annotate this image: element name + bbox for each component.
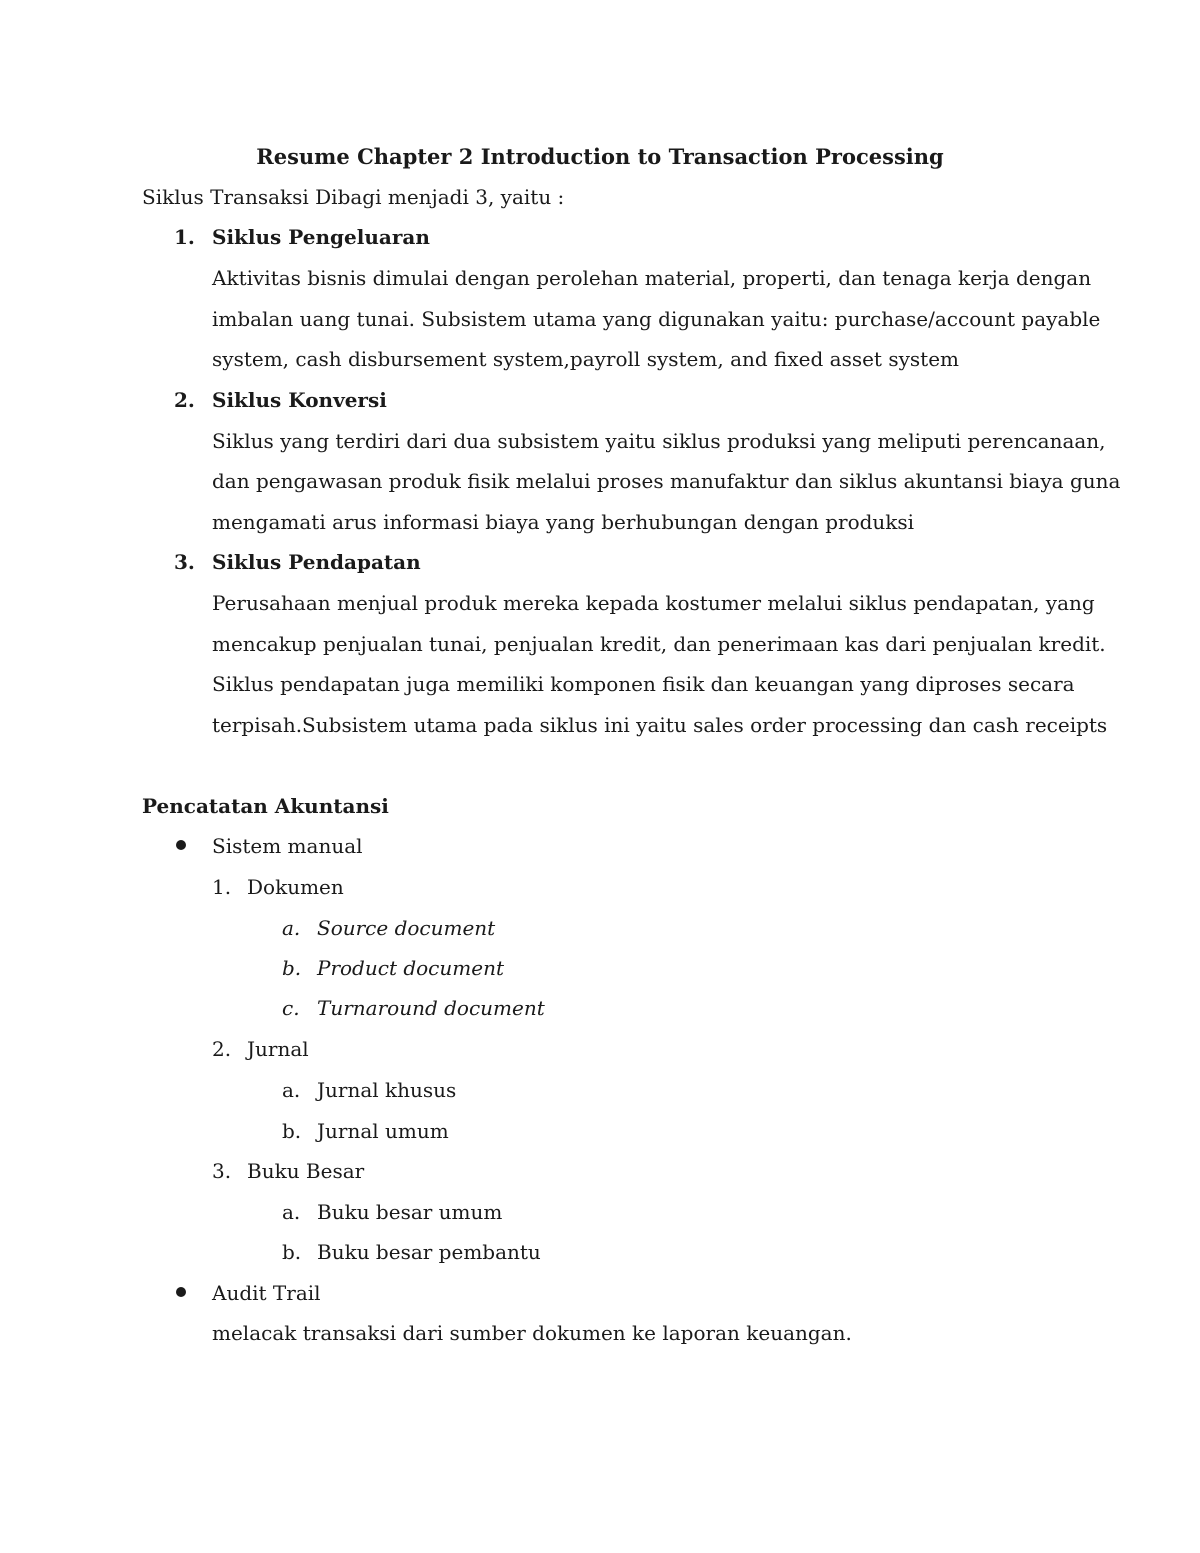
bullet-icon	[176, 840, 186, 850]
manual-item-2-label: Jurnal	[247, 1037, 309, 1061]
cycle-3-heading: Siklus Pendapatan	[212, 550, 421, 574]
accounting-heading: Pencatatan Akuntansi	[142, 794, 389, 818]
manual-item-1-sub-b-text: Product document	[317, 956, 504, 980]
manual-item-1-label: Dokumen	[247, 875, 344, 899]
manual-item-1-sub-b-letter: b.	[282, 956, 302, 980]
cycle-1-heading: Siklus Pengeluaran	[212, 225, 430, 249]
cycle-3-line-2: mencakup penjualan tunai, penjualan kredit, dan penerimaan kas dari penjualan kredit.	[212, 632, 1106, 656]
cycle-1-number: 1.	[174, 225, 195, 249]
manual-item-1-sub-a-text: Source document	[317, 916, 496, 940]
manual-item-3-sub-b-letter: b.	[282, 1240, 302, 1264]
cycle-3-number: 3.	[174, 550, 195, 574]
manual-item-3-sub-a-text: Buku besar umum	[317, 1200, 503, 1224]
manual-item-1-sub-a-letter: a.	[282, 916, 301, 940]
manual-item-3-number: 3.	[212, 1159, 232, 1183]
manual-item-2-sub-a-text: Jurnal khusus	[317, 1078, 457, 1102]
bullet-icon	[176, 1287, 186, 1297]
manual-item-2-sub-a-letter: a.	[282, 1078, 301, 1102]
cycle-1-line-2: imbalan uang tunai. Subsistem utama yang digunakan yaitu: purchase/account payable	[212, 307, 1101, 331]
manual-item-3-sub-b-text: Buku besar pembantu	[317, 1240, 541, 1264]
cycle-2-line-2: dan pengawasan produk fisik melalui proses manufaktur dan siklus akuntansi biaya guna	[212, 469, 1121, 493]
cycle-3-line-4: terpisah.Subsistem utama pada siklus ini yaitu sales order processing dan cash receipts	[212, 713, 1108, 737]
cycle-2-number: 2.	[174, 388, 195, 412]
cycle-1-line-1: Aktivitas bisnis dimulai dengan perolehan material, properti, dan tenaga kerja dengan	[212, 266, 1092, 290]
manual-item-2-sub-b-letter: b.	[282, 1119, 302, 1143]
cycle-3-line-3: Siklus pendapatan juga memiliki komponen fisik dan keuangan yang diproses secara	[212, 672, 1075, 696]
audit-trail-label: Audit Trail	[212, 1281, 321, 1305]
manual-item-3-label: Buku Besar	[247, 1159, 365, 1183]
manual-item-1-sub-c-letter: c.	[282, 996, 300, 1020]
document-title: Resume Chapter 2 Introduction to Transaction Processing	[256, 144, 944, 169]
manual-item-1-sub-c-text: Turnaround document	[317, 996, 545, 1020]
manual-item-2-number: 2.	[212, 1037, 232, 1061]
cycle-2-line-3: mengamati arus informasi biaya yang berhubungan dengan produksi	[212, 510, 915, 534]
cycle-3-line-1: Perusahaan menjual produk mereka kepada kostumer melalui siklus pendapatan, yang	[212, 591, 1095, 615]
intro-text: Siklus Transaksi Dibagi menjadi 3, yaitu :	[142, 185, 565, 209]
cycle-2-heading: Siklus Konversi	[212, 388, 387, 412]
cycle-1-line-3: system, cash disbursement system,payroll system, and fixed asset system	[212, 347, 959, 371]
manual-item-2-sub-b-text: Jurnal umum	[317, 1119, 449, 1143]
cycle-2-line-1: Siklus yang terdiri dari dua subsistem yaitu siklus produksi yang meliputi perencanaan,	[212, 429, 1106, 453]
manual-system-label: Sistem manual	[212, 834, 363, 858]
manual-item-3-sub-a-letter: a.	[282, 1200, 301, 1224]
audit-trail-description: melacak transaksi dari sumber dokumen ke laporan keuangan.	[212, 1321, 852, 1345]
manual-item-1-number: 1.	[212, 875, 232, 899]
